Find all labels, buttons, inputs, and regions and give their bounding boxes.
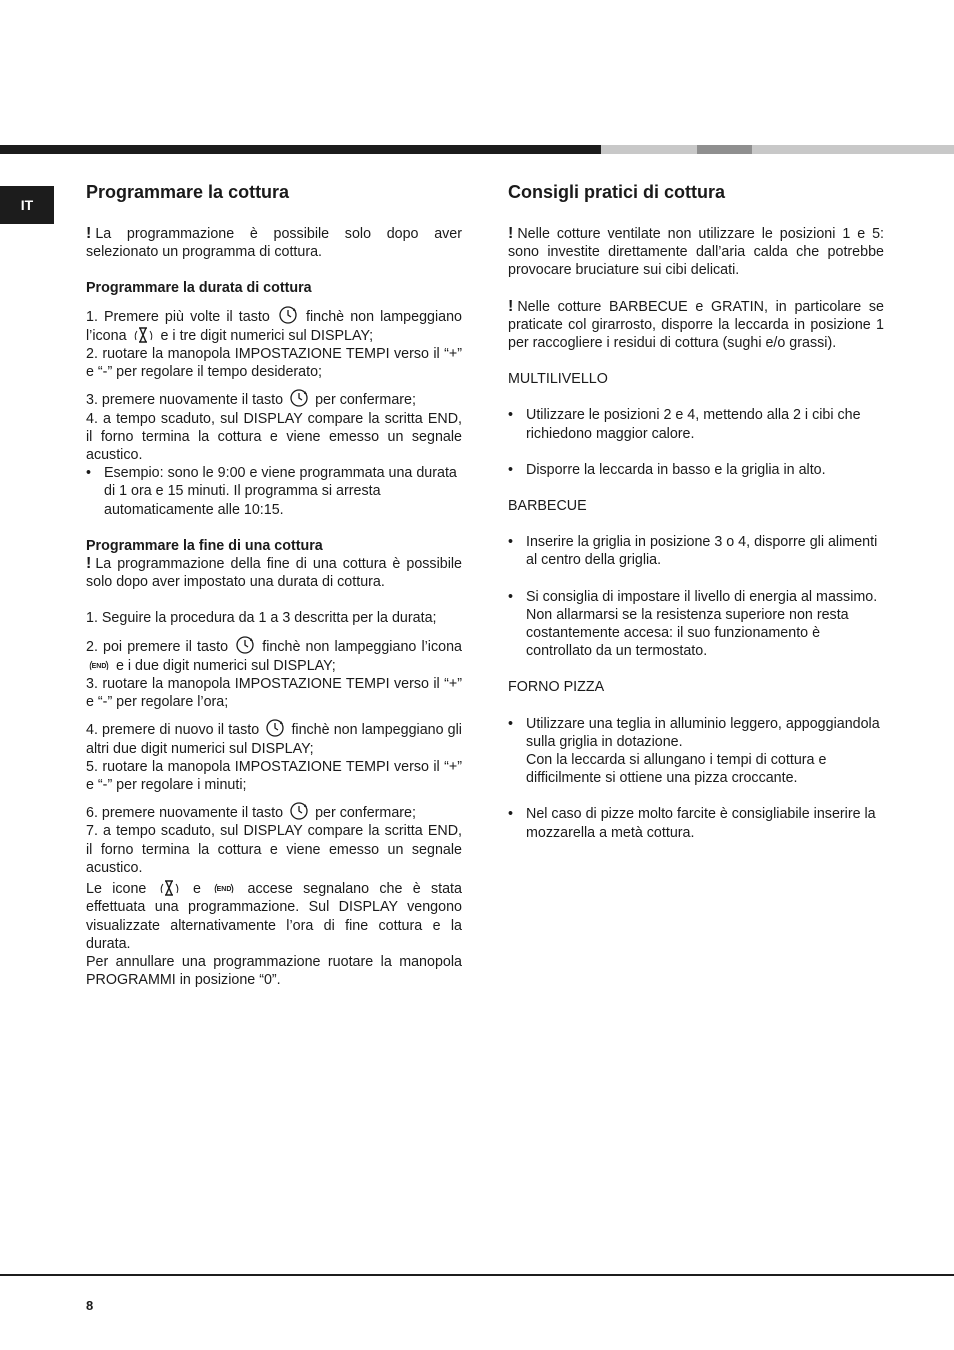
end-step-3: 3. ruotare la manopola IMPOSTAZIONE TEMPI verso il “+” e “-” per regolare l’ora;: [86, 676, 462, 711]
end-step-6-b: per confermare;: [315, 805, 416, 822]
duration-step-1-b: finchè non lampeggiano l’icona: [86, 308, 463, 344]
warning-mark: !: [508, 297, 514, 315]
left-column: [86, 180, 462, 989]
duration-step-1-a: 1. Premere più volte il tasto: [86, 308, 270, 325]
end-step-4-a: 4. premere di nuovo il tasto: [86, 722, 260, 739]
pizza-item: • Nel caso di pizze molto farcite è consigliabile inserire la mozzarella a metà cottura.: [508, 805, 884, 841]
duration-heading: Programmare la durata di cottura: [86, 280, 312, 297]
pizza-item-text-1: • Utilizzare una teglia in alluminio leggero, appoggiandola sulla griglia in dotazione.: [526, 715, 880, 750]
end-step-1: 1. Seguire la procedura da 1 a 3 descritta per la durata;: [86, 610, 437, 627]
top-bar-light-segment: [601, 145, 697, 154]
hourglass-icon: [133, 326, 155, 344]
end-time-heading: Programmare la fine di una cottura: [86, 537, 323, 554]
section-title-tips: Consigli pratici di cottura: [508, 182, 726, 202]
end-time-intro-text: La programmazione della fine di una cottura è possibile solo dopo aver impostato una durata di cottura.: [86, 556, 462, 591]
programming-intro: [86, 225, 462, 261]
barbecue-list: [508, 533, 884, 660]
tip-ventilated: [508, 225, 884, 280]
pizza-item: [508, 715, 884, 788]
end-step-2-a: 2. poi premere il tasto: [86, 638, 229, 655]
tip-barbecue-gratin-text: Nelle cotture BARBECUE e GRATIN, in particolare se praticate col girarrosto, disporre la leccarda in posizione 1 per raccogliere i residui di cottura (sughi e/o grassi).: [508, 298, 884, 352]
icons-note: [86, 879, 462, 953]
end-step-2-c: e i due digit numerici sul DISPLAY;: [115, 657, 336, 674]
right-column: [508, 180, 884, 842]
end-step-6-a: 6. premere nuovamente il tasto: [86, 805, 284, 822]
duration-example-list: [86, 464, 462, 519]
top-bar-mid-segment: [697, 145, 752, 154]
duration-step-1-c: e i tre digit numerici sul DISPLAY;: [160, 327, 374, 344]
barbecue-item: • Si consiglia di impostare il livello di energia al massimo. Non allarmarsi se la resistenza superiore non resta costantemente accesa: il suo funzionamento è controllato da un termostato.: [508, 588, 884, 661]
duration-step-3: [86, 388, 462, 409]
pizza-item-text-2: Con la leccarda si allungano i tempi di cottura e difficilmente si ottiene una pizza croccante.: [526, 752, 827, 787]
top-bar-light-segment-2: [752, 145, 954, 154]
svg-text:END: END: [216, 886, 232, 894]
duration-step-3-a: 3. premere nuovamente il tasto: [86, 392, 284, 409]
multilevel-label: MULTILIVELLO: [508, 371, 608, 388]
icons-note-b: accese segnalano che è stata effettuata una programmazione. Sul DISPLAY vengono visualizzate alternativamente l’ora di fine cottura e la durata.: [86, 881, 462, 952]
svg-text:END: END: [91, 662, 107, 670]
top-color-bar: [0, 145, 954, 154]
icons-note-a: Le icone: [86, 881, 147, 898]
pizza-label: FORNO PIZZA: [508, 679, 605, 696]
end-step-4: [86, 718, 462, 757]
end-icon: [88, 656, 110, 674]
clock-button-icon: [278, 305, 298, 325]
pizza-list: [508, 715, 884, 842]
barbecue-item: • Inserire la griglia in posizione 3 o 4, disporre gli alimenti al centro della griglia.: [508, 533, 884, 569]
duration-step-1: [86, 305, 462, 345]
clock-button-icon: [289, 388, 309, 408]
duration-example: • Esempio: sono le 9:00 e viene programmata una durata di 1 ora e 15 minuti. Il programma si arresta automaticamente alle 10:15.: [86, 464, 462, 519]
section-title-programming: Programmare la cottura: [86, 182, 290, 202]
hourglass-icon: [159, 879, 181, 897]
end-step-4-b: finchè non lampeggiano gli altri due digit numerici sul DISPLAY;: [86, 722, 462, 757]
warning-mark: !: [508, 225, 514, 242]
bottom-rule: [0, 1274, 954, 1276]
end-icon: [213, 879, 235, 897]
end-step-6: [86, 801, 462, 822]
multilevel-item: • Disporre la leccarda in basso e la griglia in alto.: [508, 461, 884, 479]
end-time-intro: [86, 555, 462, 591]
duration-step-4: 4. a tempo scaduto, sul DISPLAY compare la scritta END, il forno termina la cottura e viene emesso un segnale acustico.: [86, 410, 462, 464]
top-bar-dark-segment: [0, 145, 601, 154]
icons-note-and: e: [192, 881, 201, 898]
duration-step-2: 2. ruotare la manopola IMPOSTAZIONE TEMPI verso il “+” e “-” per regolare il tempo desiderato;: [86, 346, 462, 381]
clock-button-icon: [265, 718, 285, 738]
clock-button-icon: [235, 635, 255, 655]
duration-step-3-b: per confermare;: [315, 392, 416, 409]
cancel-note: Per annullare una programmazione ruotare la manopola PROGRAMMI in posizione “0”.: [86, 953, 462, 989]
end-step-7: 7. a tempo scaduto, sul DISPLAY compare la scritta END, il forno termina la cottura e viene emesso un segnale acustico.: [86, 823, 462, 876]
end-step-2-b: finchè non lampeggiano l’icona: [262, 638, 462, 655]
page-number: 8: [86, 1298, 94, 1313]
clock-button-icon: [289, 801, 309, 821]
end-step-2: [86, 635, 462, 675]
warning-mark: !: [86, 555, 92, 573]
multilevel-list: [508, 406, 884, 479]
programming-intro-text: La programmazione è possibile solo dopo aver selezionato un programma di cottura.: [86, 226, 462, 261]
tip-barbecue-gratin: [508, 298, 884, 353]
warning-mark: !: [86, 225, 92, 242]
end-step-5: 5. ruotare la manopola IMPOSTAZIONE TEMPI verso il “+” e “-” per regolare i minuti;: [86, 758, 462, 794]
multilevel-item: • Utilizzare le posizioni 2 e 4, mettendo alla 2 i cibi che richiedono maggior calore.: [508, 406, 884, 442]
barbecue-label: BARBECUE: [508, 498, 587, 515]
tip-ventilated-text: Nelle cotture ventilate non utilizzare le posizioni 1 e 5: sono investite direttamente dall’aria calda che potrebbe provocare bruciature sui cibi delicati.: [508, 226, 884, 279]
language-tab: IT: [0, 186, 54, 224]
